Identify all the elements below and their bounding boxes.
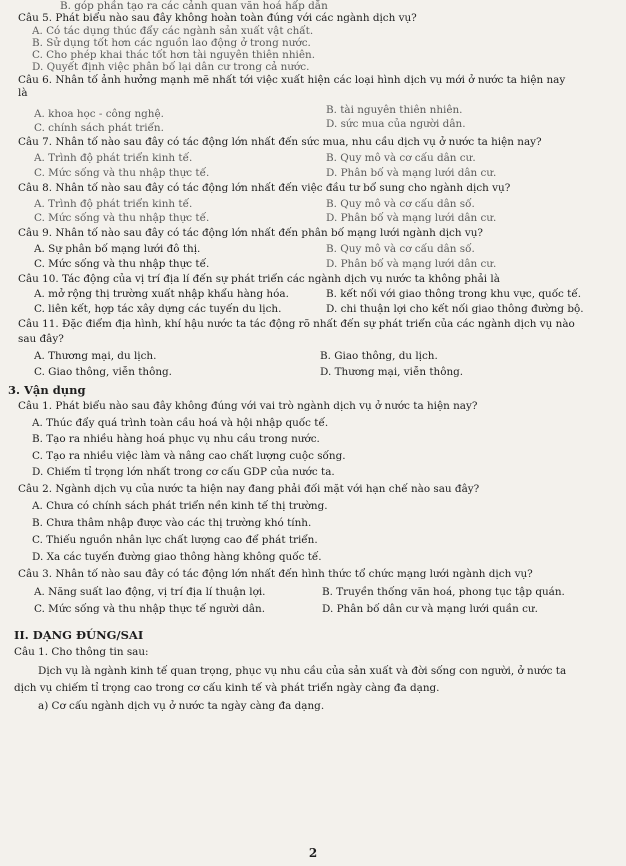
apply-q3-option-b: B. Truyền thống văn hoá, phong tục tập quán.	[322, 586, 565, 598]
q8-option-c: C. Mức sống và thu nhập thực tế.	[34, 212, 210, 224]
q7-option-c: C. Mức sống và thu nhập thực tế.	[34, 167, 210, 179]
apply-question-2: Câu 2. Ngành dịch vụ của nước ta hiện nay đang phải đối mặt với hạn chế nào sau đây?	[18, 483, 480, 495]
question-6-continuation: là	[18, 87, 28, 99]
question-10: Câu 10. Tác động của vị trí địa lí đến sự phát triển các ngành dịch vụ nước ta không phải là	[18, 273, 500, 285]
q10-option-b: B. kết nối với giao thông trong khu vực, quốc tế.	[326, 288, 582, 300]
apply-q1-option-b: B. Tạo ra nhiều hàng hoá phục vụ nhu cầu trong nước.	[32, 433, 320, 445]
q6-option-c: C. chính sách phát triển.	[34, 122, 164, 134]
q5-option-d: D. Quyết định việc phân bố lại dân cư trong cả nước.	[32, 61, 310, 73]
question-9: Câu 9. Nhân tố nào sau đây có tác động lớn nhất đến phân bố mạng lưới ngành dịch vụ?	[18, 227, 484, 239]
q5-option-a: A. Có tác dụng thúc đẩy các ngành sản xuất vật chất.	[32, 25, 314, 37]
q11-option-a: A. Thương mại, du lịch.	[34, 350, 157, 362]
q9-option-c: C. Mức sống và thu nhập thực tế.	[34, 258, 210, 270]
q6-option-a: A. khoa học - công nghệ.	[34, 108, 164, 120]
q11-option-d: D. Thương mại, viễn thông.	[320, 366, 464, 378]
q5-option-c: C. Cho phép khai thác tốt hơn tài nguyên thiên nhiên.	[32, 49, 316, 61]
q10-option-d: D. chi thuận lợi cho kết nối giao thông đường bộ.	[326, 303, 584, 315]
q8-option-b: B. Quy mô và cơ cấu dân số.	[326, 198, 475, 210]
apply-q3-option-a: A. Năng suất lao động, vị trí địa lí thuận lợi.	[34, 586, 266, 598]
page-number: 2	[308, 846, 318, 860]
q8-option-a: A. Trình độ phát triển kinh tế.	[34, 198, 193, 210]
top-cutoff-line: B. góp phần tạo ra các cảnh quan văn hoá hấp dẫn	[60, 0, 328, 12]
tf-question-1: Câu 1. Cho thông tin sau:	[14, 646, 149, 658]
apply-question-3: Câu 3. Nhân tố nào sau đây có tác động lớn nhất đến hình thức tổ chức mạng lưới ngành dịch vụ?	[18, 568, 533, 580]
question-5	[18, 12, 618, 25]
q5-option-b: B. Sử dụng tốt hơn các nguồn lao động ở trong nước.	[32, 37, 311, 49]
tf-q1-paragraph-line-2: dịch vụ chiếm tỉ trọng cao trong cơ cấu kinh tế và phát triển ngày càng đa dạng.	[14, 682, 440, 694]
q9-option-d: D. Phân bố và mạng lưới dân cư.	[326, 258, 497, 270]
q7-option-b: B. Quy mô và cơ cấu dân cư.	[326, 152, 476, 164]
apply-q1-option-d: D. Chiếm tỉ trọng lớn nhất trong cơ cấu GDP của nước ta.	[32, 466, 335, 478]
q9-option-a: A. Sự phân bố mạng lưới đô thị.	[34, 243, 201, 255]
apply-q1-option-a: A. Thúc đẩy quá trình toàn cầu hoá và hội nhập quốc tế.	[32, 417, 329, 429]
section-true-false: II. DẠNG ĐÚNG/SAI	[14, 628, 144, 642]
apply-q2-option-b: B. Chưa thâm nhập được vào các thị trường khó tính.	[32, 517, 312, 529]
q7-option-d: D. Phân bố và mạng lưới dân cư.	[326, 167, 497, 179]
apply-q2-option-d: D. Xa các tuyến đường giao thông hàng không quốc tế.	[32, 551, 322, 563]
tf-q1-paragraph-line-1: Dịch vụ là ngành kinh tế quan trọng, phục vụ nhu cầu của sản xuất và đời sống con người, ở nước ta	[38, 665, 567, 677]
q9-option-b: B. Quy mô và cơ cấu dân số.	[326, 243, 475, 255]
q7-option-a: A. Trình độ phát triển kinh tế.	[34, 152, 193, 164]
q6-option-d: D. sức mua của người dân.	[326, 118, 466, 130]
q6-option-b: B. tài nguyên thiên nhiên.	[326, 104, 463, 116]
q11-option-b: B. Giao thông, du lịch.	[320, 350, 438, 362]
question-11-continuation: sau đây?	[18, 333, 64, 345]
q8-option-d: D. Phân bố và mạng lưới dân cư.	[326, 212, 497, 224]
q10-option-c: C. liên kết, hợp tác xây dựng các tuyến du lịch.	[34, 303, 282, 315]
section-van-dung: 3. Vận dụng	[8, 383, 86, 397]
apply-q2-option-c: C. Thiếu nguồn nhân lực chất lượng cao để phát triển.	[32, 534, 318, 546]
q11-option-c: C. Giao thông, viễn thông.	[34, 366, 172, 378]
question-5-text: Câu 5. Phát biểu nào sau đây không hoàn toàn đúng với các ngành dịch vụ?	[18, 12, 417, 24]
apply-question-1: Câu 1. Phát biểu nào sau đây không đúng với vai trò ngành dịch vụ ở nước ta hiện nay?	[18, 400, 478, 412]
question-6: Câu 6. Nhân tố ảnh hưởng mạnh mẽ nhất tới việc xuất hiện các loại hình dịch vụ mới ở nước ta hiện nay	[18, 74, 566, 86]
tf-q1-statement-a: a) Cơ cấu ngành dịch vụ ở nước ta ngày càng đa dạng.	[38, 700, 325, 712]
q10-option-a: A. mở rộng thị trường xuất nhập khẩu hàng hóa.	[34, 288, 289, 300]
apply-q2-option-a: A. Chưa có chính sách phát triển nền kinh tế thị trường.	[32, 500, 328, 512]
question-7: Câu 7. Nhân tố nào sau đây có tác động lớn nhất đến sức mua, nhu cầu dịch vụ ở nước ta hiện nay?	[18, 136, 542, 148]
question-8: Câu 8. Nhân tố nào sau đây có tác động lớn nhất đến việc đầu tư bổ sung cho ngành dịch vụ?	[18, 182, 511, 194]
apply-q1-option-c: C. Tạo ra nhiều việc làm và nâng cao chất lượng cuộc sống.	[32, 450, 346, 462]
apply-q3-option-d: D. Phân bố dân cư và mạng lưới quần cư.	[322, 603, 538, 615]
apply-q3-option-c: C. Mức sống và thu nhập thực tế người dân.	[34, 603, 266, 615]
question-11: Câu 11. Đặc điểm địa hình, khí hậu nước ta tác động rõ nhất đến sự phát triển của các ngành dịch vụ nào	[18, 318, 575, 330]
